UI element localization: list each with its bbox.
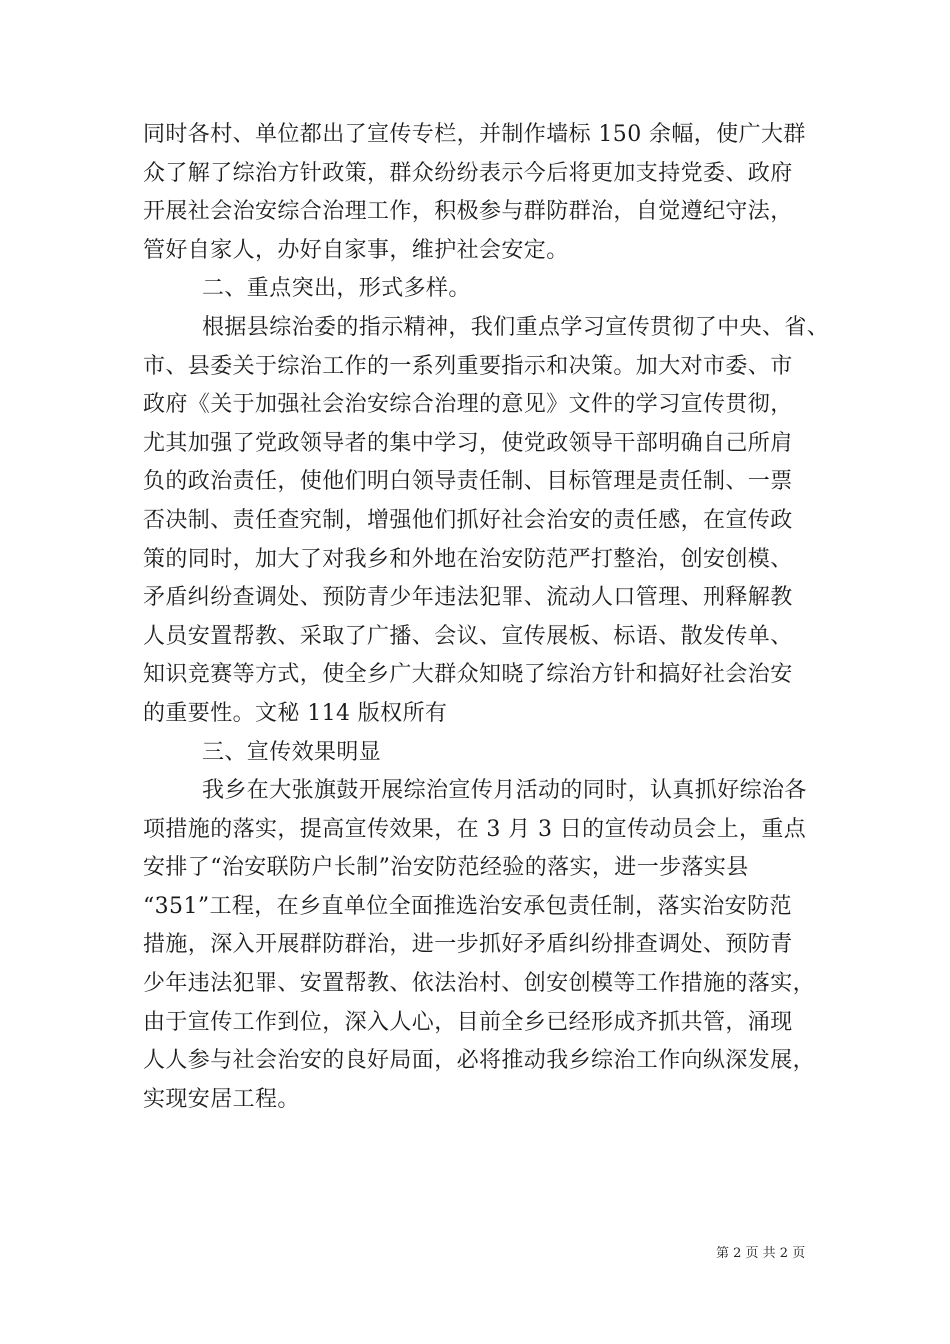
text-line: 人员安置帮教、采取了广播、会议、宣传展板、标语、散发传单、 <box>143 623 793 649</box>
text-line: 项措施的落实，提高宣传效果，在 3 月 3 日的宣传动员会上，重点 <box>143 816 807 842</box>
text-line: 我乡在大张旗鼓开展综治宣传月活动的同时，认真抓好综治各 <box>202 778 807 804</box>
paragraph-body <box>143 309 830 734</box>
text-line: 措施，深入开展群防群治，进一步抓好矛盾纠纷排查调处、预防青 <box>143 932 793 958</box>
text-line: “351”工程，在乡直单位全面推选治安承包责任制，落实治安防范 <box>143 893 792 919</box>
text-line: 负的政治责任，使他们明白领导责任制、目标管理是责任制、一票 <box>143 469 793 495</box>
text-line: 矛盾纠纷查调处、预防青少年违法犯罪、流动人口管理、刑释解教 <box>143 585 793 611</box>
text-line: 根据县综治委的指示精神，我们重点学习宣传贯彻了中央、省、 <box>202 314 830 340</box>
text-line: 三、宣传效果明显 <box>202 739 382 765</box>
text-line: 开展社会治安综合治理工作，积极参与群防群治，自觉遵纪守法， <box>143 199 793 225</box>
text-line: 由于宣传工作到位，深入人心，目前全乡已经形成齐抓共管，涌现 <box>143 1009 793 1035</box>
section-heading-two <box>143 270 810 309</box>
section-heading-three <box>143 734 810 773</box>
text-line: 管好自家人，办好自家事，维护社会安定。 <box>143 237 569 263</box>
text-line: 的重要性。文秘 114 版权所有 <box>143 700 448 726</box>
text-line: 实现安居工程。 <box>143 1086 300 1112</box>
text-line: 众了解了综治方针政策，群众纷纷表示今后将更加支持党委、政府 <box>143 160 793 186</box>
text-line: 二、重点突出，形式多样。 <box>202 276 471 302</box>
text-line: 人人参与社会治安的良好局面，必将推动我乡综治工作向纵深发展， <box>143 1048 816 1074</box>
text-line: 策的同时，加大了对我乡和外地在治安防范严打整治，创安创模、 <box>143 546 793 572</box>
text-line: 少年违法犯罪、安置帮教、依法治村、创安创模等工作措施的落实， <box>143 971 816 997</box>
document-body <box>143 116 830 1119</box>
paragraph-continuation <box>143 116 810 270</box>
text-line: 市、县委关于综治工作的一系列重要指示和决策。加大对市委、市 <box>143 353 793 379</box>
paragraph-body <box>143 772 816 1119</box>
text-line: 同时各村、单位都出了宣传专栏，并制作墙标 150 余幅，使广大群 <box>143 122 806 147</box>
text-line: 否决制、责任查究制，增强他们抓好社会治安的责任感，在宣传政 <box>143 507 793 533</box>
text-line: 知识竞赛等方式，使全乡广大群众知晓了综治方针和搞好社会治安 <box>143 662 793 688</box>
text-line: 尤其加强了党政领导者的集中学习，使党政领导干部明确自己所肩 <box>143 430 793 456</box>
page-number-footer: 第 2 页 共 2 页 <box>716 1246 806 1261</box>
text-line: 安排了“治安联防户长制”治安防范经验的落实，进一步落实县 <box>143 855 749 881</box>
text-line: 政府《关于加强社会治安综合治理的意见》文件的学习宣传贯彻， <box>143 392 793 418</box>
